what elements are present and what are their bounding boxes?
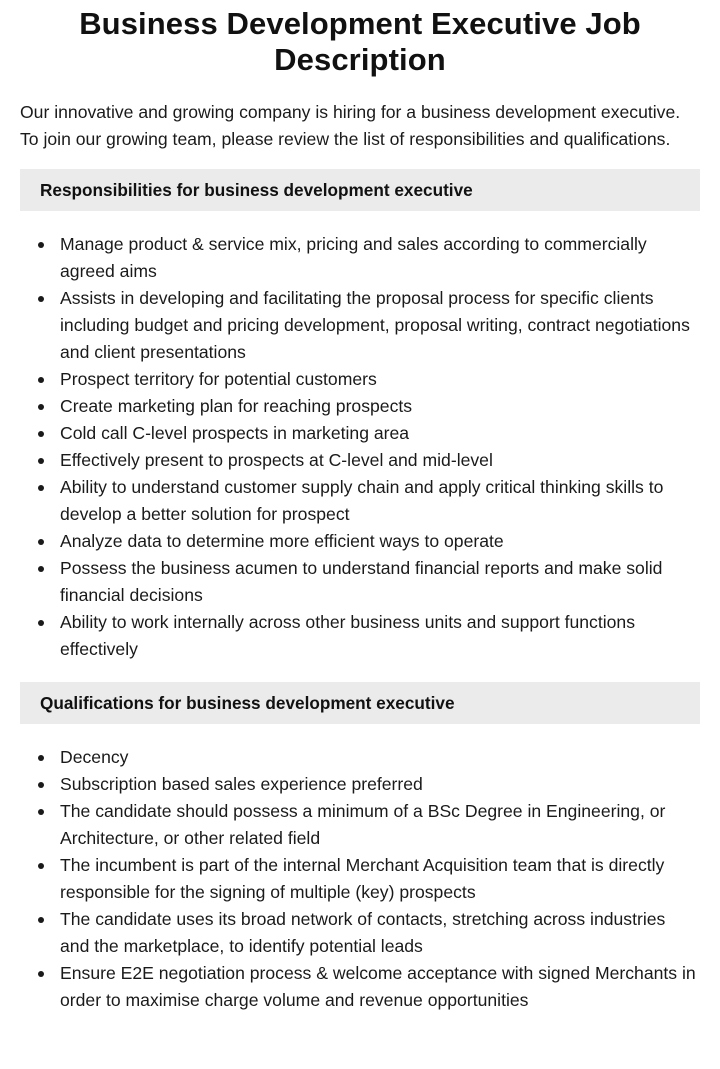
- bullet-icon: [38, 620, 44, 626]
- job-description-page: [0, 4, 720, 1014]
- list-item: Assists in developing and facilitating the proposal process for specific clients including budget and pricing development, proposal writing, contract negotiations and client presentations: [60, 285, 700, 366]
- list-item: The candidate should possess a minimum of a BSc Degree in Engineering, or Architecture, or other related field: [60, 798, 700, 852]
- list-item: Analyze data to determine more efficient ways to operate: [60, 528, 700, 555]
- bullet-icon: [38, 404, 44, 410]
- bullet-icon: [38, 458, 44, 464]
- intro-paragraph: Our innovative and growing company is hiring for a business development executive. To join our growing team, please review the list of responsibilities and qualifications.: [20, 102, 681, 149]
- bullet-icon: [38, 377, 44, 383]
- list-item: Ability to understand customer supply chain and apply critical thinking skills to develop a better solution for prospect: [60, 474, 700, 528]
- bullet-icon: [38, 539, 44, 545]
- list-item: Cold call C-level prospects in marketing area: [60, 420, 700, 447]
- bullet-icon: [38, 755, 44, 761]
- bullet-icon: [38, 809, 44, 815]
- bullet-icon: [38, 242, 44, 248]
- responsibilities-list: [20, 231, 700, 663]
- list-item: Effectively present to prospects at C-level and mid-level: [60, 447, 700, 474]
- bullet-icon: [38, 485, 44, 491]
- qualifications-heading: Qualifications for business development executive: [20, 682, 700, 724]
- page-title: Business Development Executive Job Description: [79, 6, 641, 77]
- list-item: Ability to work internally across other business units and support functions effectively: [60, 609, 700, 663]
- bullet-icon: [38, 782, 44, 788]
- list-item: The incumbent is part of the internal Merchant Acquisition team that is directly responsible for the signing of multiple (key) prospects: [60, 852, 700, 906]
- bullet-icon: [38, 971, 44, 977]
- list-item: Manage product & service mix, pricing and sales according to commercially agreed aims: [60, 231, 700, 285]
- bullet-icon: [38, 863, 44, 869]
- responsibilities-heading: Responsibilities for business development executive: [20, 169, 700, 211]
- bullet-icon: [38, 566, 44, 572]
- list-item: The candidate uses its broad network of contacts, stretching across industries and the marketplace, to identify potential leads: [60, 906, 700, 960]
- qualifications-list: [20, 744, 700, 1014]
- bullet-icon: [38, 917, 44, 923]
- list-item: Create marketing plan for reaching prospects: [60, 393, 700, 420]
- bullet-icon: [38, 431, 44, 437]
- list-item: Subscription based sales experience preferred: [60, 771, 700, 798]
- list-item: Prospect territory for potential customers: [60, 366, 700, 393]
- list-item: Ensure E2E negotiation process & welcome acceptance with signed Merchants in order to maximise charge volume and revenue opportunities: [60, 960, 700, 1014]
- list-item: Possess the business acumen to understand financial reports and make solid financial decisions: [60, 555, 700, 609]
- list-item: Decency: [60, 744, 700, 771]
- bullet-icon: [38, 296, 44, 302]
